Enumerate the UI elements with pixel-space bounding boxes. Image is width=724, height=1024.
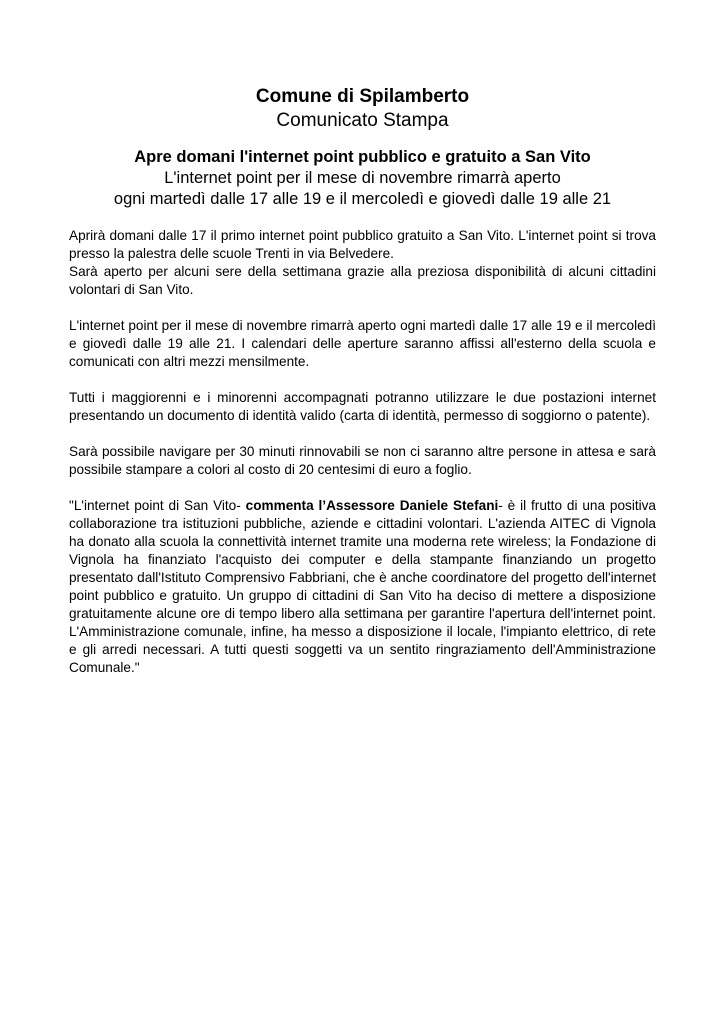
- document-body: [69, 227, 656, 677]
- paragraph-opening-part-2: Sarà aperto per alcuni sere della settimana grazie alla preziosa disponibilità di alcuni cittadini volontari di San Vito.: [69, 264, 656, 297]
- quote-start: "L'internet point di San Vito-: [69, 498, 246, 513]
- headline-subtitle-1: L'internet point per il mese di novembre rimarrà aperto: [164, 169, 561, 187]
- document-page: [69, 84, 656, 695]
- quote-body: - è il frutto di una positiva collaborazione tra istituzioni pubbliche, aziende e cittadini volontari. L'azienda AITEC di Vignola ha donato alla scuola la connettività internet tramite una moderna rete wireless; la Fondazione di Vignola ha finanziato l'acquisto dei computer e della stampante finanziando un progetto presentato dall'Istituto Comprensivo Fabbriani, che è anche coordinatore del progetto dell'internet point pubblico e gratuito. Un gruppo di cittadini di San Vito ha deciso di mettere a disposizione gratuitamente alcune ore di tempo libero alla settimana per garantire l'apertura dell'internet point. L'Amministrazione comunale, infine, ha messo a disposizione il locale, l'impianto elettrico, di rete e gli arredi necessari. A tutti questi soggetti va un sentito ringraziamento dell'Amministrazione Comunale.": [69, 498, 656, 675]
- paragraph-access: Tutti i maggiorenni e i minorenni accompagnati potranno utilizzare le due postazioni internet presentando un documento di identità valido (carta di identità, permesso di soggiorno o patente).: [69, 390, 656, 423]
- paragraph-opening-hours: L'internet point per il mese di novembre rimarrà aperto ogni martedì dalle 17 alle 19 e il mercoledì e giovedì dalle 19 alle 21. I calendari delle aperture saranno affissi all'esterno della scuola e comunicati con altri mezzi mensilmente.: [69, 318, 656, 369]
- document-header: [69, 84, 656, 133]
- paragraph-opening: [69, 227, 656, 299]
- paragraph-quote: [69, 497, 656, 677]
- paragraph-usage: Sarà possibile navigare per 30 minuti rinnovabili se non ci saranno altre persone in attesa e sarà possibile stampare a colori al costo di 20 centesimi di euro a foglio.: [69, 444, 656, 477]
- paragraph-opening-part-1: Aprirà domani dalle 17 il primo internet point pubblico gratuito a San Vito. L'internet point si trova presso la palestra delle scuole Trenti in via Belvedere.: [69, 228, 656, 261]
- press-release-headline: Apre domani l'internet point pubblico e gratuito a San Vito: [134, 148, 591, 166]
- quote-attribution: commenta l’Assessore Daniele Stefani: [245, 498, 499, 513]
- organization-title: Comune di Spilamberto: [255, 86, 470, 107]
- headline-subtitle-2: ogni martedì dalle 17 alle 19 e il mercoledì e giovedì dalle 19 alle 21: [113, 190, 612, 208]
- document-type: Comunicato Stampa: [276, 110, 449, 131]
- headline-block: [69, 147, 656, 210]
